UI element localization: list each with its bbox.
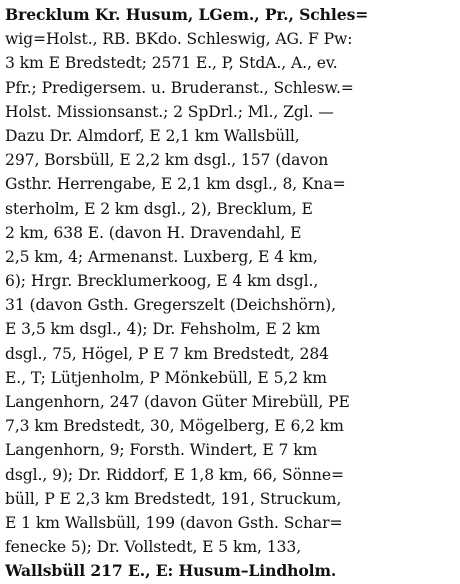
- entry-line-11: 2,5 km, 4; Armenanst. Luxberg, E 4 km,: [5, 247, 318, 266]
- entry-line-15: dsgl., 75, Högel, P E 7 km Bredstedt, 284: [5, 344, 329, 363]
- entry-line-24: Wallsbüll 217 E., E: Husum–Lindholm.: [5, 561, 337, 581]
- entry-line-16: E., T; Lütjenholm, P Mönkebüll, E 5,2 km: [5, 368, 327, 387]
- entry-line-20: dsgl., 9); Dr. Riddorf, E 1,8 km, 66, Sönne=: [5, 465, 344, 484]
- entry-line-21: büll, P E 2,3 km Bredstedt, 191, Struckum,: [5, 489, 342, 508]
- entry-line-12: 6); Hrgr. Brecklumerkoog, E 4 km dsgl.,: [5, 272, 319, 291]
- entry-line-10: 2 km, 638 E. (davon H. Dravendahl, E: [5, 223, 302, 242]
- entry-line-9: sterholm, E 2 km dsgl., 2), Brecklum, E: [5, 199, 313, 218]
- entry-line-17: Langenhorn, 247 (davon Güter Mirebüll, PE: [5, 393, 350, 411]
- entry-line-5: Holst. Missionsanst.; 2 SpDrl.; Ml., Zgl. —: [5, 102, 334, 121]
- entry-line-19: Langenhorn, 9; Forsth. Windert, E 7 km: [5, 441, 318, 460]
- entry-line-18: 7,3 km Bredstedt, 30, Mögelberg, E 6,2 km: [5, 417, 344, 436]
- entry-line-1: Brecklum Kr. Husum, LGem., Pr., Schles=: [5, 5, 369, 24]
- entry-line-8: Gsthr. Herrengabe, E 2,1 km dsgl., 8, Kna=: [5, 175, 346, 194]
- entry-line-6: Dazu Dr. Almdorf, E 2,1 km Wallsbüll,: [5, 126, 300, 145]
- entry-line-23: fenecke 5); Dr. Vollstedt, E 5 km, 133,: [5, 538, 302, 557]
- entry-line-7: 297, Borsbüll, E 2,2 km dsgl., 157 (davon: [5, 151, 329, 170]
- entry-line-22: E 1 km Wallsbüll, 199 (davon Gsth. Schar=: [5, 513, 343, 532]
- entry-line-4: Pfr.; Predigersem. u. Bruderanst., Schlesw.=: [5, 78, 354, 97]
- entry-line-2: wig=Holst., RB. BKdo. Schleswig, AG. F Pw:: [5, 30, 353, 49]
- entry-line-14: E 3,5 km dsgl., 4); Dr. Fehsholm, E 2 km: [5, 320, 321, 339]
- entry-line-3: 3 km E Bredstedt; 2571 E., P, StdA., A., ev.: [5, 54, 338, 73]
- entry-line-13: 31 (davon Gsth. Gregerszelt (Deichshörn),: [5, 296, 336, 315]
